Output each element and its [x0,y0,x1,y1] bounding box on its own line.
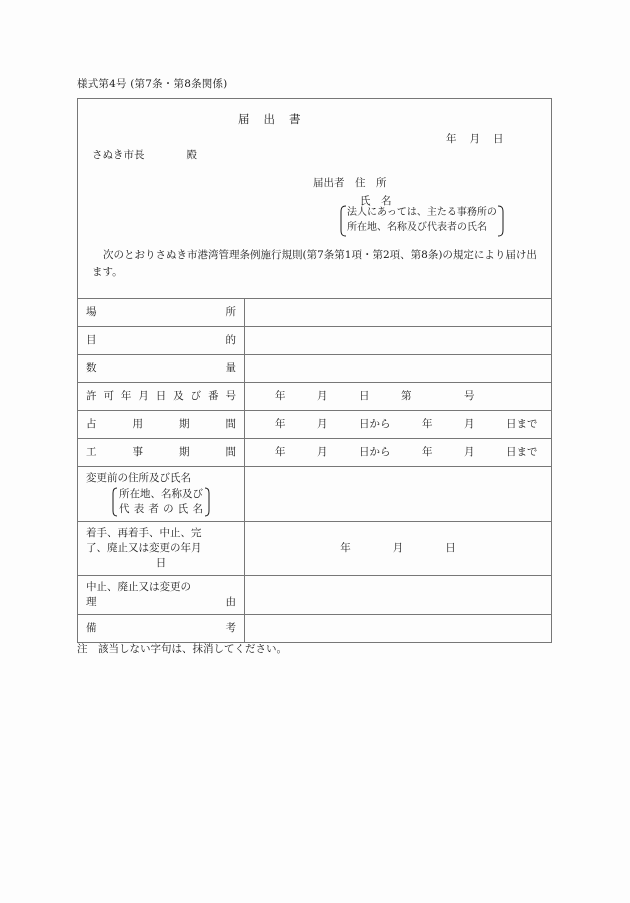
row-label-occupancy-period [78,411,245,439]
label-char: 表 [133,503,145,515]
row-value-previous-address-name[interactable] [245,467,552,522]
reason-line-1: 中止、廃止又は変更の [86,581,191,593]
reason-line-2 [86,595,236,610]
table-row [78,383,552,411]
corporate-note-line-2: 所在地、名称及び代表者の氏名 [347,222,487,233]
label-char: 的 [225,334,236,346]
previous-address-note-line-1: 所在地、名称及び [119,488,203,500]
label-char: 月 [138,390,149,402]
table-row [78,467,552,522]
label-char: 間 [225,418,236,430]
label-char: 号 [225,390,236,402]
previous-address-note-line-2 [119,502,203,517]
row-label-purpose [78,327,245,355]
table-row [78,576,552,615]
submission-date-line: 年月日 [446,133,517,145]
label-char: 量 [225,362,236,374]
label-char: 期 [179,418,190,430]
table-row [78,327,552,355]
label-char: 由 [225,596,236,608]
label-char: 期 [179,446,190,458]
permit-date-fields: 年 月 日 第 号 [275,390,475,402]
corporate-note [340,205,504,237]
row-value-place[interactable] [245,299,552,327]
previous-address-main: 変更前の住所及び氏名 [86,472,191,484]
declaration-text: 次のとおりさぬき市港湾管理条例施行規則(第7条第1項・第2項、第8条)の規定により届け出ます。 [92,249,537,278]
row-value-event-date[interactable] [245,522,552,576]
row-value-permit-date-number[interactable] [245,383,552,411]
form-table [77,298,552,643]
row-value-purpose[interactable] [245,327,552,355]
label-char: 数 [86,362,97,374]
label-char: 場 [86,306,97,318]
row-label-quantity [78,355,245,383]
row-label-previous-address-name [78,467,245,522]
label-char: 代 [119,503,130,515]
label-char: 事 [132,446,143,458]
right-brace-icon [205,487,210,517]
form-number: 様式第4号 (第7条・第8条関係) [77,78,228,90]
addressee-line: さぬき市長 殿 [92,149,197,161]
label-char: 許 [86,390,97,402]
submitter-block [313,175,392,208]
row-label-permit-date-number [78,383,245,411]
label-char: の [163,503,174,515]
submitter-name-label: 氏 名 [360,195,392,207]
row-value-quantity[interactable] [245,355,552,383]
previous-address-note [86,487,236,517]
label-char: 年 [120,390,132,402]
footnote: 注 該当しない字句は、抹消してください。 [77,643,287,655]
label-char: 名 [192,503,203,515]
label-char: 備 [86,622,97,634]
construction-period-fields: 年 月 日から 年 月 日まで [275,446,538,458]
header-box [77,98,552,298]
label-char: 理 [86,596,97,608]
label-char: 者 [148,503,159,515]
table-row [78,355,552,383]
row-value-occupancy-period[interactable] [245,411,552,439]
event-date-line-1: 着手、再着手、中止、完 [86,527,202,539]
table-row [78,411,552,439]
occupancy-period-fields: 年 月 日から 年 月 日まで [275,418,538,430]
label-char: 可 [103,390,114,402]
event-date-line-3: 日 [155,557,167,569]
event-date-line-2: 了、廃止又は変更の年月 [86,542,202,554]
corporate-note-lines [346,205,498,237]
table-row [78,522,552,576]
label-char: 番 [208,390,219,402]
label-char: 所 [225,306,236,318]
row-label-construction-period [78,439,245,467]
row-value-remarks[interactable] [245,615,552,643]
label-char: び [190,390,202,402]
table-row [78,439,552,467]
row-label-place [78,299,245,327]
row-label-remarks [78,615,245,643]
label-char: 考 [225,622,236,634]
submitter-address-label: 届出者 住 所 [313,177,387,189]
right-brace-icon [498,205,504,237]
table-row [78,299,552,327]
label-char: 間 [225,446,236,458]
document-title: 届出書 [238,112,315,126]
label-char: 氏 [177,503,189,515]
event-date-fields: 年 月 日 [340,542,456,554]
label-char: 日 [155,390,167,402]
label-char: 用 [132,418,143,430]
row-label-reason [78,576,245,615]
label-char: 及 [173,390,184,402]
corporate-note-line-1: 法人にあっては、主たる事務所の [347,207,497,218]
label-char: 目 [86,334,97,346]
label-char: 占 [86,418,97,430]
previous-address-note-lines [117,487,205,517]
table-row [78,615,552,643]
row-label-event-date [78,522,245,576]
row-value-reason[interactable] [245,576,552,615]
label-char: 工 [86,446,97,458]
row-value-construction-period[interactable] [245,439,552,467]
